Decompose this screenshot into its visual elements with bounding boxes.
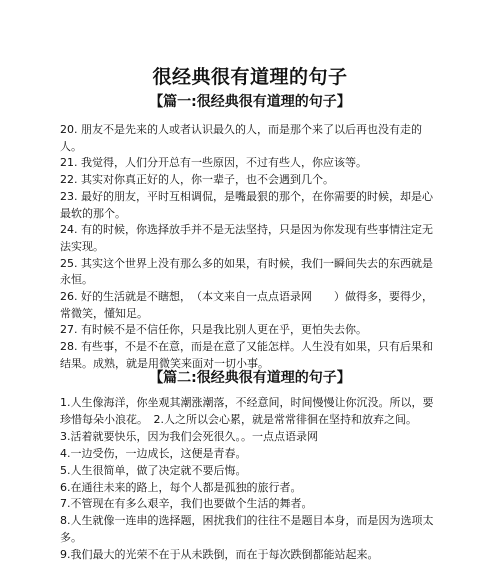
page-title: 很经典很有道理的句子	[152, 66, 348, 88]
section1-list	[60, 122, 438, 373]
section2-list	[60, 395, 438, 564]
list-item: 24. 有的时候，你选择放手并不是无法坚持，只是因为你发现有些事情注定无法实现。	[60, 223, 433, 253]
list-item: 28. 有些事，不是不在意，而是在意了又能怎样。人生没有如果，只有后果和结果。成熟，就是用微笑来面对一切小事。	[60, 340, 433, 370]
list-item: 1.人生像海洋，你坐观其潮涨潮落，不经意间，时间慢慢让你沉没。所以，要珍惜每朵小浪花。 2.人之所以会心累，就是常常徘徊在坚持和放弃之间。	[60, 396, 434, 426]
list-item: 7.不管现在有多么艰辛，我们也要做个生活的舞者。	[60, 497, 313, 511]
list-item: 22. 其实对你真正好的人，你一辈子，也不会遇到几个。	[60, 173, 334, 187]
list-item: 21. 我觉得，人们分开总有一些原因，不过有些人，你应该等。	[60, 156, 367, 170]
list-item: 3.活着就要快乐，因为我们会死很久。。一点点语录网	[60, 429, 318, 443]
list-item: 25. 其实这个世界上没有那么多的如果，有时候，我们一瞬间失去的东西就是永恒。	[60, 256, 433, 287]
list-item: 26. 好的生活就是不瞎想， （本文来自一点点语录网 ）做得多，要得少，常微笑，懂知足。	[60, 290, 433, 320]
list-item: 27. 有时候不是不信任你，只是我比别人更在乎，更怕失去你。	[60, 323, 367, 337]
list-item: 20. 朋友不是先来的人或者认识最久的人，而是那个来了以后再也没有走的人。	[60, 123, 422, 153]
section2-heading: 【篇二:很经典很有道理的句子】	[149, 370, 351, 386]
list-item: 6.在通往未来的路上，每个人都是孤独的旅行者。	[60, 480, 302, 494]
list-item: 8.人生就像一连串的选择题，困扰我们的往往不是题目本身，而是因为选项太多。	[60, 514, 434, 545]
list-item: 5.人生很简单，做了决定就不要后悔。	[60, 463, 247, 477]
list-item: 4.一边受伤，一边成长，这便是青春。	[60, 446, 247, 460]
section1-heading: 【篇一:很经典很有道理的句子】	[149, 94, 351, 110]
list-item: 9.我们最大的光荣不在于从未跌倒，而在于每次跌倒都能站起来。	[60, 548, 379, 562]
list-item: 23. 最好的朋友，平时互相调侃，是嘴最狠的那个，在你需要的时候，却是心最软的那个。	[60, 189, 433, 220]
